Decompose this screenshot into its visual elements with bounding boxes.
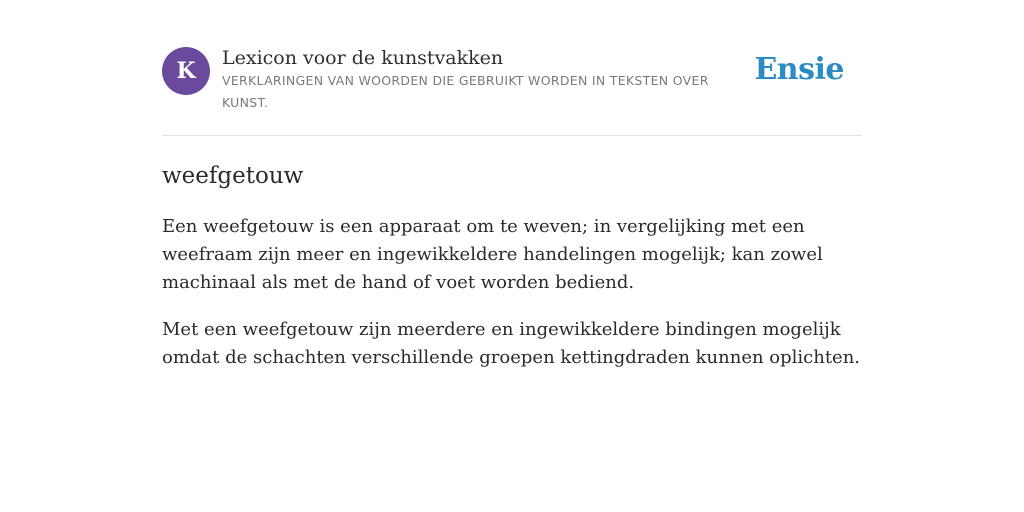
site-subtitle: VERKLARINGEN VAN WOORDEN DIE GEBRUIKT WORDEN IN TEKSTEN OVER KUNST. xyxy=(222,73,709,110)
entry-term: weefgetouw xyxy=(162,163,304,189)
ensie-logo-link[interactable]: Ensie xyxy=(754,52,844,87)
definition-paragraph: Een weefgetouw is een apparaat om te weven; in vergelijking met een weefraam zijn meer en ingewikkeldere handelingen mogelijk; kan zowel machinaal als met de hand of voet worden bediend. xyxy=(162,216,823,293)
definition-paragraph: Met een weefgetouw zijn meerdere en ingewikkeldere bindingen mogelijk omdat de schachten verschillende groepen kettingdraden kunnen oplichten. xyxy=(162,319,861,368)
entry-card xyxy=(162,0,862,372)
header-titles xyxy=(222,46,742,114)
site-title[interactable]: Lexicon voor de kunstvakken xyxy=(222,47,504,69)
header xyxy=(162,0,862,136)
lexicon-avatar[interactable]: K xyxy=(162,47,210,95)
entry-definition xyxy=(162,213,862,372)
